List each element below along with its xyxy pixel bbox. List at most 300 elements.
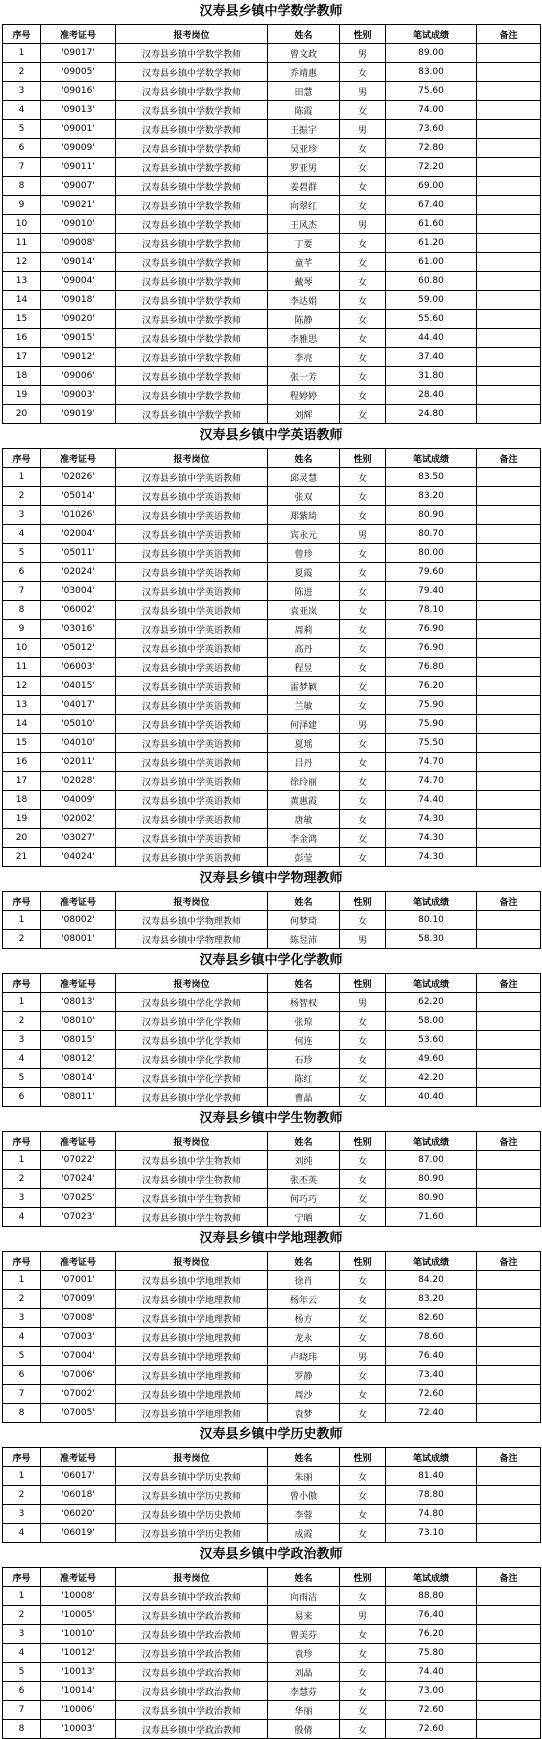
score-table xyxy=(2,1447,541,1543)
table-cell: '07009' xyxy=(41,1290,116,1309)
table-cell: 女 xyxy=(340,1625,386,1644)
table-cell xyxy=(477,1031,541,1050)
table-row xyxy=(3,1290,541,1309)
table-cell: 17 xyxy=(3,348,41,367)
table-cell: 女 xyxy=(340,911,386,930)
table-cell: 14 xyxy=(3,291,41,310)
table-cell: 女 xyxy=(340,753,386,772)
table-cell: 罗亚男 xyxy=(268,158,340,177)
table-cell: 汉寿县乡镇中学数学教师 xyxy=(116,196,268,215)
table-cell xyxy=(477,1467,541,1486)
table-row xyxy=(3,1663,541,1682)
table-cell: 曾美芬 xyxy=(268,1625,340,1644)
table-cell: 21 xyxy=(3,848,41,867)
table-cell: 1 xyxy=(3,468,41,487)
table-cell: 曾文政 xyxy=(268,44,340,63)
table-cell: 74.00 xyxy=(386,101,477,120)
score-table xyxy=(2,24,541,424)
table-row xyxy=(3,1606,541,1625)
table-cell: '09016' xyxy=(41,82,116,101)
table-cell xyxy=(477,139,541,158)
table-cell: 周莉 xyxy=(268,620,340,639)
column-header: 序号 xyxy=(3,1132,41,1151)
table-row xyxy=(3,1347,541,1366)
table-cell xyxy=(477,1050,541,1069)
table-row xyxy=(3,620,541,639)
table-cell xyxy=(477,367,541,386)
table-cell: 女 xyxy=(340,348,386,367)
column-header: 笔试成绩 xyxy=(386,25,477,44)
table-cell: '06017' xyxy=(41,1467,116,1486)
table-cell: 女 xyxy=(340,1208,386,1227)
table-cell: 朱丽 xyxy=(268,1467,340,1486)
table-cell: 汉寿县乡镇中学英语教师 xyxy=(116,715,268,734)
table-cell: 9 xyxy=(3,620,41,639)
table-cell: 76.90 xyxy=(386,620,477,639)
table-cell: 汉寿县乡镇中学数学教师 xyxy=(116,386,268,405)
table-cell: 程昱 xyxy=(268,658,340,677)
table-cell xyxy=(477,1682,541,1701)
table-cell: 男 xyxy=(340,525,386,544)
column-header: 笔试成绩 xyxy=(386,1132,477,1151)
table-cell xyxy=(477,1069,541,1088)
section-title: 汉寿县乡镇中学数学教师 xyxy=(199,4,343,19)
table-cell xyxy=(477,196,541,215)
table-row xyxy=(3,1031,541,1050)
table-cell: '04009' xyxy=(41,791,116,810)
score-table xyxy=(2,448,541,867)
table-cell: '09001' xyxy=(41,120,116,139)
table-cell: 男 xyxy=(340,930,386,949)
table-cell: '10012' xyxy=(41,1644,116,1663)
table-cell: 汉寿县乡镇中学政治教师 xyxy=(116,1644,268,1663)
table-cell: 女 xyxy=(340,1404,386,1423)
table-cell: 曹晶 xyxy=(268,1088,340,1107)
table-cell: 女 xyxy=(340,1682,386,1701)
table-cell: 女 xyxy=(340,386,386,405)
table-cell: 1 xyxy=(3,1587,41,1606)
table-cell: 男 xyxy=(340,120,386,139)
table-cell: 女 xyxy=(340,329,386,348)
table-cell xyxy=(477,1505,541,1524)
column-header: 报考岗位 xyxy=(116,449,268,468)
column-header: 报考岗位 xyxy=(116,25,268,44)
table-cell: 7 xyxy=(3,582,41,601)
table-cell: '05014' xyxy=(41,487,116,506)
table-cell: 何泽建 xyxy=(268,715,340,734)
column-header: 性别 xyxy=(340,25,386,44)
score-table xyxy=(2,891,541,949)
column-header: 性别 xyxy=(340,1448,386,1467)
table-cell: 汉寿县乡镇中学数学教师 xyxy=(116,405,268,424)
table-cell: 丁要 xyxy=(268,234,340,253)
table-cell xyxy=(477,1271,541,1290)
table-cell: 3 xyxy=(3,1505,41,1524)
column-header: 报考岗位 xyxy=(116,1132,268,1151)
table-cell: 74.30 xyxy=(386,810,477,829)
table-cell xyxy=(477,772,541,791)
table-cell: 80.90 xyxy=(386,1170,477,1189)
table-cell xyxy=(477,1625,541,1644)
table-cell: 汉寿县乡镇中学化学教师 xyxy=(116,1088,268,1107)
column-header: 笔试成绩 xyxy=(386,1252,477,1271)
table-cell: 13 xyxy=(3,272,41,291)
table-cell: 汉寿县乡镇中学生物教师 xyxy=(116,1208,268,1227)
table-cell: 汉寿县乡镇中学数学教师 xyxy=(116,120,268,139)
column-header: 姓名 xyxy=(268,1252,340,1271)
table-cell: 76.40 xyxy=(386,1347,477,1366)
table-cell: 陈昱沛 xyxy=(268,930,340,949)
table-cell xyxy=(477,1012,541,1031)
column-header: 准考证号 xyxy=(41,1132,116,1151)
table-cell: 彭莹 xyxy=(268,848,340,867)
table-cell xyxy=(477,544,541,563)
table-cell: 1 xyxy=(3,911,41,930)
section-title: 汉寿县乡镇中学政治教师 xyxy=(199,1547,343,1562)
column-header: 准考证号 xyxy=(41,449,116,468)
table-cell: 62.20 xyxy=(386,993,477,1012)
table-cell: 张双 xyxy=(268,487,340,506)
table-cell: 汉寿县乡镇中学英语教师 xyxy=(116,696,268,715)
table-row xyxy=(3,1366,541,1385)
table-cell xyxy=(477,1170,541,1189)
table-cell: 汉寿县乡镇中学地理教师 xyxy=(116,1366,268,1385)
table-cell: 汉寿县乡镇中学地理教师 xyxy=(116,1328,268,1347)
table-cell: 汉寿县乡镇中学政治教师 xyxy=(116,1720,268,1739)
table-cell xyxy=(477,348,541,367)
table-cell: '10013' xyxy=(41,1663,116,1682)
table-cell: '10008' xyxy=(41,1587,116,1606)
table-row xyxy=(3,639,541,658)
table-cell: 戴琴 xyxy=(268,272,340,291)
table-cell: 79.60 xyxy=(386,563,477,582)
table-cell: 74.70 xyxy=(386,772,477,791)
table-cell: 汉寿县乡镇中学生物教师 xyxy=(116,1151,268,1170)
section-title: 汉寿县乡镇中学地理教师 xyxy=(199,1231,343,1246)
table-cell: 58.30 xyxy=(386,930,477,949)
table-row xyxy=(3,1012,541,1031)
table-row xyxy=(3,1170,541,1189)
table-cell: 男 xyxy=(340,1347,386,1366)
table-row xyxy=(3,139,541,158)
column-header: 备注 xyxy=(477,1132,541,1151)
table-cell: '08014' xyxy=(41,1069,116,1088)
table-cell: 女 xyxy=(340,1151,386,1170)
table-cell xyxy=(477,1366,541,1385)
table-cell: 69.00 xyxy=(386,177,477,196)
table-cell: 8 xyxy=(3,601,41,620)
table-row xyxy=(3,158,541,177)
table-cell: 童芊 xyxy=(268,253,340,272)
table-header-row xyxy=(3,1252,541,1271)
table-cell: 汉寿县乡镇中学英语教师 xyxy=(116,810,268,829)
table-cell: 73.40 xyxy=(386,1366,477,1385)
table-cell: '07003' xyxy=(41,1328,116,1347)
table-cell: 1 xyxy=(3,1467,41,1486)
table-cell: 陈进 xyxy=(268,582,340,601)
table-cell: '07006' xyxy=(41,1366,116,1385)
table-cell: 汉寿县乡镇中学地理教师 xyxy=(116,1385,268,1404)
table-cell: 汉寿县乡镇中学英语教师 xyxy=(116,791,268,810)
table-cell xyxy=(477,601,541,620)
column-header: 序号 xyxy=(3,1568,41,1587)
column-header: 准考证号 xyxy=(41,1448,116,1467)
table-cell: 男 xyxy=(340,215,386,234)
table-row xyxy=(3,82,541,101)
table-header-row xyxy=(3,892,541,911)
table-row xyxy=(3,405,541,424)
table-cell: 18 xyxy=(3,367,41,386)
table-row xyxy=(3,734,541,753)
table-cell: 陈静 xyxy=(268,310,340,329)
table-cell: 女 xyxy=(340,1309,386,1328)
table-cell: 汉寿县乡镇中学生物教师 xyxy=(116,1189,268,1208)
table-cell: 女 xyxy=(340,696,386,715)
table-cell: 15 xyxy=(3,310,41,329)
table-cell: '09008' xyxy=(41,234,116,253)
table-cell: 袁珍 xyxy=(268,1644,340,1663)
table-cell: 汉寿县乡镇中学数学教师 xyxy=(116,44,268,63)
table-cell: 徐肖 xyxy=(268,1271,340,1290)
table-cell: 汉寿县乡镇中学数学教师 xyxy=(116,101,268,120)
column-header: 备注 xyxy=(477,25,541,44)
table-row xyxy=(3,848,541,867)
table-cell: '10014' xyxy=(41,1682,116,1701)
table-cell: 12 xyxy=(3,677,41,696)
table-row xyxy=(3,101,541,120)
column-header: 序号 xyxy=(3,1252,41,1271)
table-cell: 女 xyxy=(340,772,386,791)
column-header: 报考岗位 xyxy=(116,1448,268,1467)
table-cell xyxy=(477,82,541,101)
table-row xyxy=(3,1625,541,1644)
table-cell xyxy=(477,1208,541,1227)
table-cell: '07023' xyxy=(41,1208,116,1227)
table-cell: 杨方 xyxy=(268,1309,340,1328)
table-cell xyxy=(477,810,541,829)
table-cell: 男 xyxy=(340,82,386,101)
table-cell: 4 xyxy=(3,1050,41,1069)
table-row xyxy=(3,215,541,234)
table-cell: '06019' xyxy=(41,1524,116,1543)
table-cell: 女 xyxy=(340,272,386,291)
table-cell: '10006' xyxy=(41,1701,116,1720)
table-cell: 汉寿县乡镇中学数学教师 xyxy=(116,272,268,291)
table-cell: 李雅思 xyxy=(268,329,340,348)
table-cell: 75.90 xyxy=(386,696,477,715)
table-cell: 88.80 xyxy=(386,1587,477,1606)
table-cell: '09003' xyxy=(41,386,116,405)
table-cell: 姜碧群 xyxy=(268,177,340,196)
table-cell: '07004' xyxy=(41,1347,116,1366)
table-cell: 龙永 xyxy=(268,1328,340,1347)
table-cell: 3 xyxy=(3,1031,41,1050)
table-cell: '09007' xyxy=(41,177,116,196)
table-cell: '05011' xyxy=(41,544,116,563)
table-cell: 郑紫琦 xyxy=(268,506,340,525)
column-header: 序号 xyxy=(3,892,41,911)
table-cell: 汉寿县乡镇中学数学教师 xyxy=(116,177,268,196)
table-cell: 汉寿县乡镇中学英语教师 xyxy=(116,734,268,753)
column-header: 备注 xyxy=(477,1448,541,1467)
table-cell: 汉寿县乡镇中学政治教师 xyxy=(116,1682,268,1701)
table-row xyxy=(3,715,541,734)
table-cell: 雷梦颖 xyxy=(268,677,340,696)
table-cell: 76.20 xyxy=(386,1625,477,1644)
table-row xyxy=(3,367,541,386)
column-header: 报考岗位 xyxy=(116,1568,268,1587)
table-cell: 汉寿县乡镇中学数学教师 xyxy=(116,310,268,329)
table-cell: 汉寿县乡镇中学地理教师 xyxy=(116,1347,268,1366)
table-cell: 女 xyxy=(340,196,386,215)
table-cell: 女 xyxy=(340,101,386,120)
table-cell xyxy=(477,1606,541,1625)
table-cell: 女 xyxy=(340,506,386,525)
table-cell: 女 xyxy=(340,468,386,487)
table-cell: 汉寿县乡镇中学地理教师 xyxy=(116,1309,268,1328)
table-cell: 19 xyxy=(3,386,41,405)
table-cell: 陈红 xyxy=(268,1069,340,1088)
table-cell: 男 xyxy=(340,993,386,1012)
column-header: 报考岗位 xyxy=(116,974,268,993)
table-cell xyxy=(477,848,541,867)
table-row xyxy=(3,1088,541,1107)
table-cell: '06020' xyxy=(41,1505,116,1524)
column-header: 笔试成绩 xyxy=(386,974,477,993)
column-header: 姓名 xyxy=(268,449,340,468)
table-cell: 83.20 xyxy=(386,1290,477,1309)
table-cell: 6 xyxy=(3,1682,41,1701)
table-cell: 汉寿县乡镇中学英语教师 xyxy=(116,829,268,848)
column-header: 性别 xyxy=(340,1132,386,1151)
score-table xyxy=(2,1251,541,1423)
table-cell xyxy=(477,1347,541,1366)
table-cell: 汉寿县乡镇中学数学教师 xyxy=(116,139,268,158)
table-cell: 20 xyxy=(3,829,41,848)
section-title: 汉寿县乡镇中学物理教师 xyxy=(199,871,343,886)
table-cell: 31.80 xyxy=(386,367,477,386)
table-cell: 女 xyxy=(340,791,386,810)
table-cell: 4 xyxy=(3,1644,41,1663)
table-cell: '09013' xyxy=(41,101,116,120)
table-cell: 男 xyxy=(340,44,386,63)
table-cell: 6 xyxy=(3,563,41,582)
column-header: 性别 xyxy=(340,1252,386,1271)
table-row xyxy=(3,1644,541,1663)
table-row xyxy=(3,196,541,215)
table-cell: 吴亚珍 xyxy=(268,139,340,158)
table-cell: 4 xyxy=(3,101,41,120)
table-cell: 汉寿县乡镇中学数学教师 xyxy=(116,348,268,367)
table-cell: 徐玲丽 xyxy=(268,772,340,791)
table-cell: 汉寿县乡镇中学化学教师 xyxy=(116,1069,268,1088)
table-cell: '08001' xyxy=(41,930,116,949)
table-cell: 黄惠霞 xyxy=(268,791,340,810)
table-cell: 20 xyxy=(3,405,41,424)
table-cell: 12 xyxy=(3,253,41,272)
table-cell: 6 xyxy=(3,1088,41,1107)
table-cell: 汉寿县乡镇中学英语教师 xyxy=(116,620,268,639)
table-cell: 80.00 xyxy=(386,544,477,563)
table-cell: 向雨洁 xyxy=(268,1587,340,1606)
table-cell: 61.00 xyxy=(386,253,477,272)
table-cell: '08012' xyxy=(41,1050,116,1069)
table-row xyxy=(3,468,541,487)
table-cell: '06003' xyxy=(41,658,116,677)
table-cell: 女 xyxy=(340,253,386,272)
table-row xyxy=(3,829,541,848)
table-cell: 汉寿县乡镇中学化学教师 xyxy=(116,993,268,1012)
table-cell: 79.40 xyxy=(386,582,477,601)
table-cell: 汉寿县乡镇中学数学教师 xyxy=(116,329,268,348)
table-cell: 80.70 xyxy=(386,525,477,544)
table-cell: 1 xyxy=(3,44,41,63)
table-cell xyxy=(477,506,541,525)
table-row xyxy=(3,291,541,310)
table-cell: 14 xyxy=(3,715,41,734)
table-cell: 2 xyxy=(3,63,41,82)
table-cell xyxy=(477,911,541,930)
table-cell: 女 xyxy=(340,367,386,386)
table-cell: 邱灵慧 xyxy=(268,468,340,487)
table-cell xyxy=(477,468,541,487)
table-cell: 15 xyxy=(3,734,41,753)
table-cell: 44.40 xyxy=(386,329,477,348)
table-cell: 汉寿县乡镇中学化学教师 xyxy=(116,1012,268,1031)
table-cell: 80.90 xyxy=(386,1189,477,1208)
table-cell: 刘辉 xyxy=(268,405,340,424)
table-cell: 汉寿县乡镇中学英语教师 xyxy=(116,544,268,563)
table-cell: 3 xyxy=(3,1625,41,1644)
table-cell: 72.60 xyxy=(386,1701,477,1720)
table-row xyxy=(3,993,541,1012)
table-cell: '09017' xyxy=(41,44,116,63)
table-cell xyxy=(477,1088,541,1107)
table-cell: 5 xyxy=(3,1663,41,1682)
table-cell xyxy=(477,620,541,639)
table-cell: 2 xyxy=(3,1486,41,1505)
table-cell xyxy=(477,44,541,63)
table-cell: 女 xyxy=(340,734,386,753)
table-cell: 女 xyxy=(340,139,386,158)
table-cell: 何梦琦 xyxy=(268,911,340,930)
table-cell: 女 xyxy=(340,1328,386,1347)
table-cell: 汉寿县乡镇中学历史教师 xyxy=(116,1524,268,1543)
table-cell: 80.10 xyxy=(386,911,477,930)
table-cell: 49.60 xyxy=(386,1050,477,1069)
table-cell: 女 xyxy=(340,1088,386,1107)
section-title: 汉寿县乡镇中学化学教师 xyxy=(199,953,343,968)
table-cell: 4 xyxy=(3,1328,41,1347)
table-cell: 83.20 xyxy=(386,487,477,506)
table-cell: 女 xyxy=(340,1290,386,1309)
column-header: 报考岗位 xyxy=(116,892,268,911)
table-cell xyxy=(477,272,541,291)
table-cell: '07025' xyxy=(41,1189,116,1208)
table-cell: 78.80 xyxy=(386,1486,477,1505)
table-cell: 汉寿县乡镇中学政治教师 xyxy=(116,1701,268,1720)
table-row xyxy=(3,1720,541,1739)
table-cell: 2 xyxy=(3,1170,41,1189)
table-cell xyxy=(477,525,541,544)
table-row xyxy=(3,772,541,791)
table-cell: 汉寿县乡镇中学生物教师 xyxy=(116,1170,268,1189)
column-header: 性别 xyxy=(340,449,386,468)
table-cell xyxy=(477,1587,541,1606)
table-cell xyxy=(477,177,541,196)
table-row xyxy=(3,601,541,620)
table-cell: 汉寿县乡镇中学政治教师 xyxy=(116,1663,268,1682)
